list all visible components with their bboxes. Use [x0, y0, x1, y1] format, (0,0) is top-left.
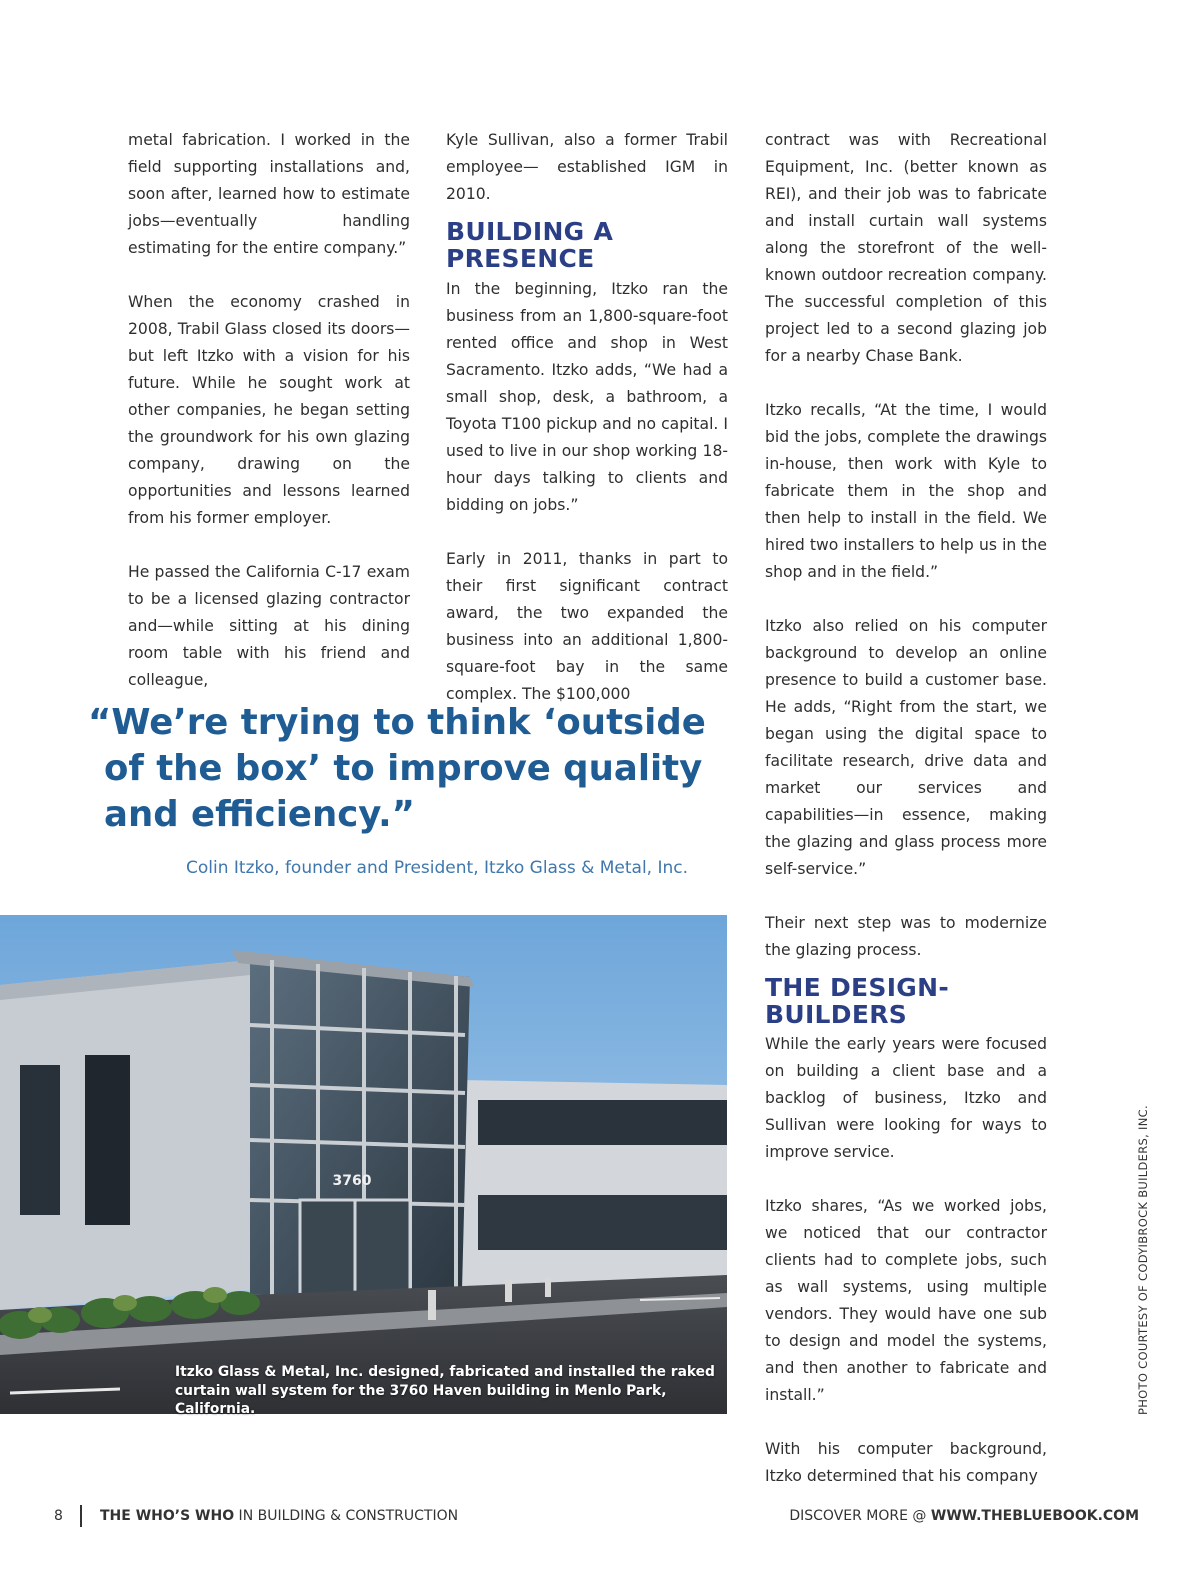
paragraph: When the economy crashed in 2008, Trabil Glass closed its doors—but left Itzko with a vision for his future. While he sought work at other companies, he began setting the groundwork for his own glazing company, drawing on the opportunities and lessons learned from his former employer. — [128, 293, 410, 527]
paragraph: contract was with Recreational Equipment, Inc. (better known as REI), and their job was to fabricate and install curtain wall systems along the storefront of the well-known outdoor recreation company. The successful completion of this project led to a second glazing job for a nearby Chase Bank. — [765, 131, 1047, 365]
paragraph: Itzko also relied on his computer background to develop an online presence to build a customer base. He adds, “Right from the start, we began using the digital space to facilitate research, drive data and market our services and capabilities—in essence, making the glazing and glass process more self-service.” — [765, 617, 1047, 878]
article-column-1 — [128, 127, 410, 694]
article-column-2 — [446, 127, 728, 708]
section-heading: THE DESIGN-BUILDERS — [765, 973, 950, 1029]
paragraph: With his computer background, Itzko determined that his company — [765, 1440, 1047, 1485]
paragraph: Itzko recalls, “At the time, I would bid the jobs, complete the drawings in-house, then work with Kyle to fabricate them in the shop and then help to install in the field. We hired two installers to help us in the shop and in the field.” — [765, 401, 1047, 581]
section-heading: BUILDING A PRESENCE — [446, 217, 614, 273]
paragraph: He passed the California C-17 exam to be a licensed glazing contractor and—while sitting at his dining room table with his friend and colleague, — [128, 563, 410, 689]
paragraph: Itzko shares, “As we worked jobs, we noticed that our contractor clients had to complete jobs, such as wall systems, using multiple vendors. They would have one sub to design and model the systems, and then another to fabricate and install.” — [765, 1197, 1047, 1404]
paragraph: Their next step was to modernize the glazing process. — [765, 914, 1047, 959]
paragraph: Early in 2011, thanks in part to their first significant contract award, the two expanded the business into an additional 1,800-square-foot bay in the same complex. The $100,000 — [446, 550, 728, 703]
footer-discover — [789, 1505, 1139, 1527]
pull-quote-attribution: Colin Itzko, founder and President, Itzko Glass & Metal, Inc. — [186, 858, 689, 878]
pull-quote-line: “We’re trying to think ‘outside — [88, 702, 706, 743]
pull-quote — [88, 700, 728, 838]
paragraph: In the beginning, Itzko ran the business from an 1,800-square-foot rented office and shop in West Sacramento. Itzko adds, “We had a small shop, desk, a bathroom, a Toyota T100 pickup and no capital. I used to live in our shop working 18-hour days talking to clients and bidding on jobs.” — [446, 280, 728, 514]
building-photo — [0, 915, 727, 1414]
footer-publication — [54, 1505, 458, 1527]
photo-caption: Itzko Glass & Metal, Inc. designed, fabricated and installed the raked curtain wall system for the 3760 Haven building in Menlo Park, California. — [175, 1364, 715, 1417]
paragraph: metal fabrication. I worked in the field supporting installations and, soon after, learned how to estimate jobs—eventually handling estimating for the entire company.” — [128, 131, 410, 257]
website-link[interactable]: WWW.THEBLUEBOOK.COM — [930, 1508, 1139, 1524]
pull-quote-line: of the box’ to improve quality — [104, 748, 703, 789]
publication-name-rest: IN BUILDING & CONSTRUCTION — [234, 1508, 459, 1524]
publication-name-bold: THE WHO’S WHO — [100, 1508, 235, 1524]
building-number: 3760 — [332, 1173, 372, 1189]
photo-credit: PHOTO COURTESY OF CODYIBROCK BUILDERS, INC. — [1136, 1105, 1150, 1415]
article-column-3 — [765, 127, 1047, 1490]
discover-label: DISCOVER MORE @ — [789, 1508, 931, 1524]
pull-quote-line: and efficiency.” — [104, 794, 415, 835]
paragraph: Kyle Sullivan, also a former Trabil employee— established IGM in 2010. — [446, 131, 728, 203]
footer-divider — [80, 1505, 82, 1527]
page-number: 8 — [54, 1508, 63, 1524]
paragraph: While the early years were focused on building a client base and a backlog of business, Itzko and Sullivan were looking for ways to improve service. — [765, 1035, 1047, 1161]
building-illustration — [0, 915, 727, 1414]
